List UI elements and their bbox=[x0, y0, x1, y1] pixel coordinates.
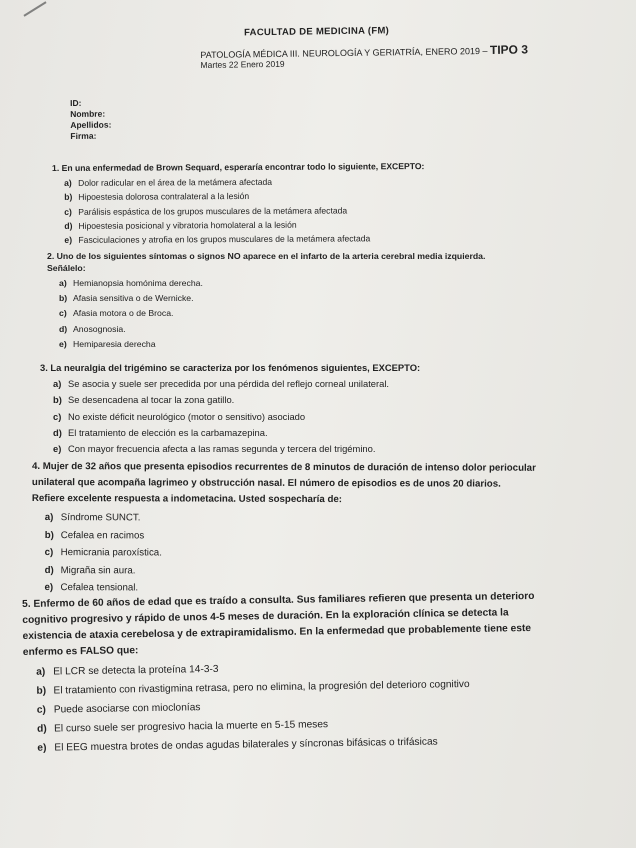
answer-option[interactable] bbox=[59, 322, 485, 337]
option-letter: e) bbox=[37, 742, 47, 754]
question-text: Señálelo: bbox=[47, 263, 86, 273]
option-letter: a) bbox=[64, 177, 72, 188]
question-3 bbox=[40, 361, 420, 457]
option-letter: e) bbox=[59, 338, 67, 349]
option-text: Afasia motora o de Broca. bbox=[73, 308, 174, 319]
option-text: No existe déficit neurológico (motor o sensitivo) asociado bbox=[68, 410, 306, 422]
question-text: 5. Enfermo de 60 años de edad que es traído a consulta. Sus familiares refieren que presenta un deterioro bbox=[22, 590, 535, 610]
surname-field: Apellidos: bbox=[70, 119, 112, 130]
option-letter: b) bbox=[59, 293, 68, 304]
answer-options bbox=[45, 509, 536, 598]
option-letter: a) bbox=[36, 666, 46, 678]
exam-type: TIPO 3 bbox=[489, 42, 529, 57]
id-field: ID: bbox=[70, 97, 82, 108]
option-text: Puede asociarse con mioclonías bbox=[53, 702, 201, 716]
answer-option[interactable] bbox=[53, 409, 420, 425]
answer-option[interactable] bbox=[53, 441, 420, 457]
question-2 bbox=[47, 250, 485, 352]
answer-option[interactable] bbox=[45, 527, 536, 546]
subject-line bbox=[200, 42, 528, 61]
option-text: Anosognosia. bbox=[73, 323, 126, 334]
option-letter: d) bbox=[53, 426, 62, 438]
option-letter: e) bbox=[53, 443, 62, 455]
option-text: Hipoestesia dolorosa contralateral a la lesión bbox=[78, 191, 250, 203]
option-text: Con mayor frecuencia afecta a las ramas segunda y tercera del trigémino. bbox=[68, 443, 376, 455]
answer-option[interactable] bbox=[53, 425, 420, 441]
question-text: 3. La neuralgia del trigémino se caracteriza por los fenómenos siguientes, EXCEPTO: bbox=[40, 362, 421, 373]
name-field: Nombre: bbox=[70, 108, 106, 119]
option-letter: b) bbox=[36, 685, 47, 697]
answer-options bbox=[59, 276, 485, 352]
option-text: Parálisis espástica de los grupos musculares de la metámera afectada bbox=[78, 205, 348, 217]
option-letter: d) bbox=[44, 564, 54, 576]
option-letter: d) bbox=[59, 323, 68, 334]
option-text: Hipoestesia posicional y vibratoria homolateral a la lesión bbox=[78, 219, 297, 231]
faculty-title: FACULTAD DE MEDICINA (FM) bbox=[243, 25, 390, 39]
exam-date: Martes 22 Enero 2019 bbox=[200, 58, 285, 70]
pen-mark bbox=[23, 1, 46, 16]
answer-option[interactable] bbox=[45, 544, 536, 563]
answer-options bbox=[64, 174, 425, 247]
option-text: Cefalea en racimos bbox=[60, 529, 145, 541]
student-id-block bbox=[70, 98, 112, 142]
question-text: 2. Uno de los siguientes síntomas o signos NO aparece en el infarto de la arteria cerebral media izquierda. bbox=[47, 251, 486, 261]
option-text: El tratamiento con rivastigmina retrasa, pero no elimina, la progresión del deterioro cognitivo bbox=[53, 678, 470, 697]
option-text: Se desencadena al tocar la zona gatillo. bbox=[68, 394, 235, 406]
option-letter: a) bbox=[44, 512, 54, 524]
question-text: enfermo es FALSO que: bbox=[22, 645, 139, 658]
option-text: Hemicrania paroxística. bbox=[60, 547, 162, 559]
exam-header bbox=[200, 22, 620, 70]
answer-option[interactable] bbox=[45, 562, 536, 581]
answer-options bbox=[36, 655, 537, 758]
question-text: Refiere excelente respuesta a indometacina. Usted sospecharía de: bbox=[31, 492, 343, 506]
option-text: Dolor radicular en el área de la metámera afectada bbox=[78, 176, 273, 188]
question-4 bbox=[32, 459, 536, 598]
answer-option[interactable] bbox=[64, 231, 424, 247]
option-text: Migraña sin aura. bbox=[60, 564, 136, 576]
answer-option[interactable] bbox=[59, 337, 485, 352]
answer-options bbox=[53, 376, 420, 457]
answer-option[interactable] bbox=[53, 376, 420, 392]
option-text: Cefalea tensional. bbox=[60, 582, 139, 594]
option-letter: d) bbox=[36, 723, 47, 735]
question-text: existencia de ataxia cerebelosa y de extrapiramidalismo. En la enfermedad que probablemente tiene este bbox=[22, 623, 532, 642]
option-letter: b) bbox=[53, 394, 62, 406]
question-text: 4. Mujer de 32 años que presenta episodios recurrentes de 8 minutos de duración de intenso dolor periocular bbox=[31, 461, 536, 474]
question-5 bbox=[22, 589, 537, 758]
answer-option[interactable] bbox=[53, 392, 420, 408]
subject-text: PATOLOGÍA MÉDICA III. NEUROLOGÍA Y GERIATRÍA, ENERO 2019 – bbox=[200, 45, 488, 60]
option-letter: e) bbox=[64, 235, 73, 246]
answer-option[interactable] bbox=[59, 291, 485, 306]
option-text: El curso suele ser progresivo hacia la muerte en 5-15 meses bbox=[53, 719, 329, 735]
option-text: El EEG muestra brotes de ondas agudas bilaterales y síncronas bifásicas o trifásicas bbox=[54, 736, 438, 754]
option-letter: b) bbox=[44, 529, 54, 541]
option-letter: c) bbox=[36, 704, 46, 716]
option-text: El tratamiento de elección es la carbamazepina. bbox=[68, 426, 268, 438]
option-letter: a) bbox=[53, 378, 62, 389]
option-text: Se asocia y suele ser precedida por una pérdida del reflejo corneal unilateral. bbox=[68, 378, 390, 389]
answer-option[interactable] bbox=[59, 276, 485, 291]
option-letter: c) bbox=[59, 308, 67, 319]
question-text: 1. En una enfermedad de Brown Sequard, esperaría encontrar todo lo siguiente, EXCEPTO: bbox=[52, 161, 425, 173]
option-letter: c) bbox=[53, 410, 62, 422]
option-letter: d) bbox=[64, 220, 73, 231]
option-letter: a) bbox=[59, 278, 67, 288]
option-text: Hemiparesia derecha bbox=[73, 338, 156, 349]
signature-field: Firma: bbox=[70, 130, 97, 141]
answer-option[interactable] bbox=[45, 509, 536, 528]
option-text: Síndrome SUNCT. bbox=[60, 512, 141, 524]
option-text: Fasciculaciones y atrofia en los grupos musculares de la metámera afectada bbox=[78, 233, 371, 246]
question-text: unilateral que acompaña lagrimeo y obstrucción nasal. El número de episodios es de unos 20 diarios. bbox=[31, 476, 501, 490]
question-1 bbox=[52, 160, 425, 247]
option-text: Afasia sensitiva o de Wernicke. bbox=[73, 293, 194, 304]
question-text: cognitivo progresivo y rápido de unos 4-5 meses de duración. En la exploración clínica se detecta la bbox=[22, 607, 509, 626]
option-letter: c) bbox=[64, 206, 72, 217]
option-letter: e) bbox=[44, 582, 54, 594]
option-letter: c) bbox=[44, 547, 54, 559]
option-text: Hemianopsia homónima derecha. bbox=[73, 278, 203, 288]
answer-option[interactable] bbox=[59, 306, 485, 321]
option-text: El LCR se detecta la proteína 14-3-3 bbox=[53, 663, 219, 678]
option-letter: b) bbox=[64, 192, 73, 203]
